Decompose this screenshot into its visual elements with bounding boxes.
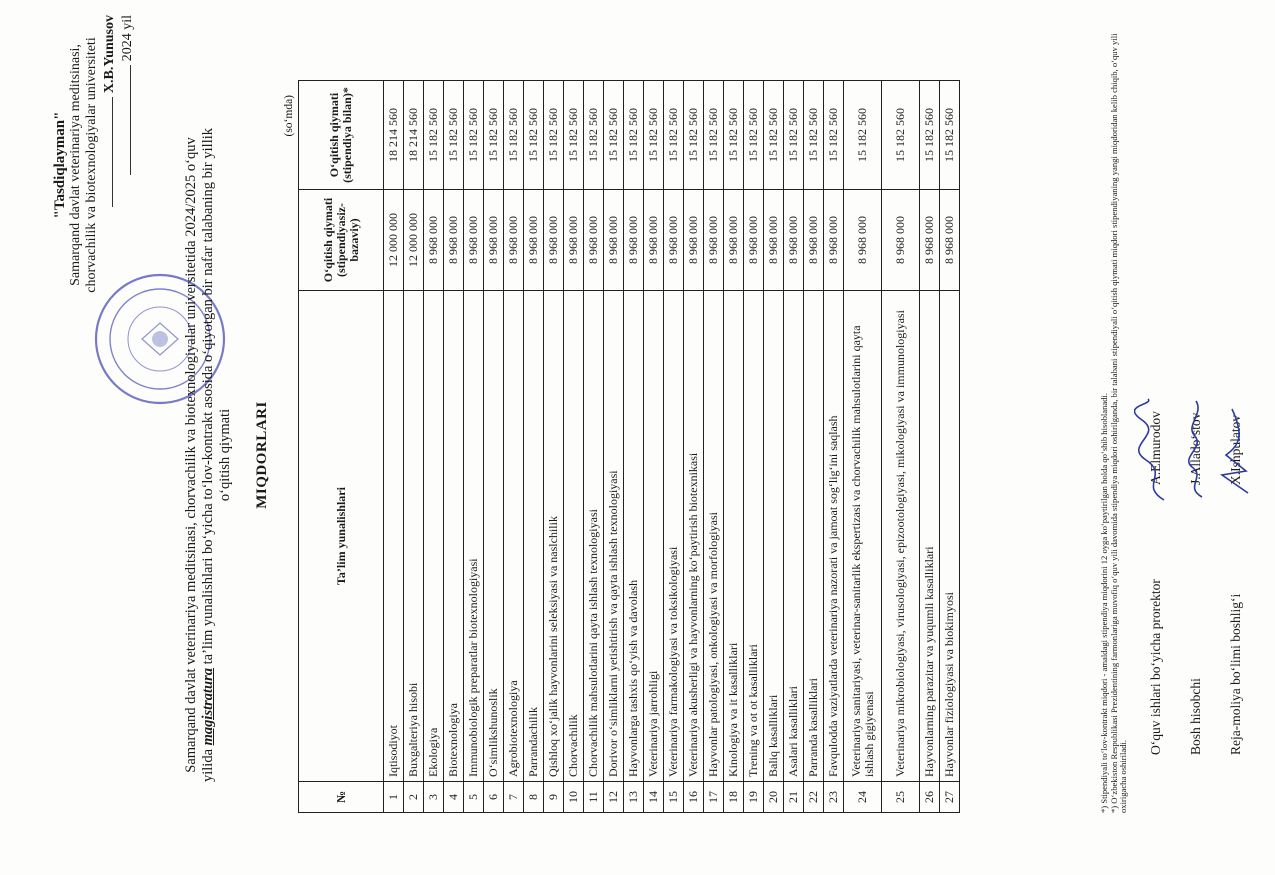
table-row xyxy=(604,81,624,813)
row-cost-no-stipend: 8 968 000 xyxy=(844,190,882,291)
document-heading xyxy=(183,125,234,785)
row-cost-with-stipend: 15 182 560 xyxy=(644,81,664,190)
row-number: 19 xyxy=(744,782,764,813)
approval-year: 2024 yil xyxy=(120,15,135,62)
heading-emphasis: magistratura xyxy=(200,667,216,746)
row-cost-no-stipend: 8 968 000 xyxy=(604,190,624,291)
handwritten-signature-icon xyxy=(1134,395,1172,505)
table-row xyxy=(524,81,544,813)
table-row xyxy=(624,81,644,813)
row-program-name: Veterinariya jarrohligi xyxy=(644,291,664,782)
table-row xyxy=(504,81,524,813)
row-program-name: Hayvonlar patologiyasi, onkologiyasi va morfologiyasi xyxy=(704,291,724,782)
table-row xyxy=(804,81,824,813)
row-number: 25 xyxy=(882,782,920,813)
signature-role: O‘quv ishlari bo‘yicha prorektor xyxy=(1148,579,1163,755)
row-number: 23 xyxy=(824,782,844,813)
row-number: 20 xyxy=(764,782,784,813)
row-number: 27 xyxy=(940,782,960,813)
row-cost-no-stipend: 8 968 000 xyxy=(624,190,644,291)
row-cost-with-stipend: 15 182 560 xyxy=(704,81,724,190)
table-row xyxy=(764,81,784,813)
row-number: 6 xyxy=(484,782,504,813)
row-program-name: Veterinariya farmakologiyasi va toksikologiyasi xyxy=(664,291,684,782)
row-cost-with-stipend: 15 182 560 xyxy=(940,81,960,190)
table-header-row xyxy=(299,81,384,813)
row-program-name: Ekologiya xyxy=(424,291,444,782)
row-program-name: Biotexnologiya xyxy=(444,291,464,782)
table-row xyxy=(664,81,684,813)
table-row xyxy=(424,81,444,813)
row-cost-no-stipend: 12 000 000 xyxy=(404,190,424,291)
row-cost-with-stipend: 18 214 560 xyxy=(384,81,404,190)
heading-part-1: Samarqand davlat veterinariya meditsinasi, chorvachilik va biotexnologiyalar universitetida 2024/2025 o‘quv yilida xyxy=(183,137,216,782)
row-cost-no-stipend: 8 968 000 xyxy=(464,190,484,291)
row-cost-no-stipend: 8 968 000 xyxy=(704,190,724,291)
table-row xyxy=(464,81,484,813)
row-number: 18 xyxy=(724,782,744,813)
row-cost-with-stipend: 15 182 560 xyxy=(724,81,744,190)
row-cost-no-stipend: 8 968 000 xyxy=(524,190,544,291)
table-row xyxy=(882,81,920,813)
header-number: № xyxy=(299,782,384,813)
row-program-name: Chorvachilik xyxy=(564,291,584,782)
row-cost-with-stipend: 15 182 560 xyxy=(584,81,604,190)
signature-name: J.Allado‘stov xyxy=(1188,412,1203,485)
page-title: MIQDORLARI xyxy=(254,401,270,509)
signature-name: A.Elmurodov xyxy=(1148,411,1163,485)
table-row xyxy=(644,81,664,813)
row-number: 10 xyxy=(564,782,584,813)
row-program-name: Veterinariya akusherligi va hayvonlarning ko‘paytirish biotexnikasi xyxy=(684,291,704,782)
row-program-name: Trening va ot ot kasalliklari xyxy=(744,291,764,782)
row-program-name: O‘simlikshunoslik xyxy=(484,291,504,782)
table-row xyxy=(744,81,764,813)
approval-line-1: Samarqand davlat veterinariya meditsinasi, xyxy=(68,44,83,286)
row-cost-with-stipend: 15 182 560 xyxy=(764,81,784,190)
row-cost-with-stipend: 15 182 560 xyxy=(844,81,882,190)
row-cost-with-stipend: 15 182 560 xyxy=(504,81,524,190)
row-cost-with-stipend: 15 182 560 xyxy=(604,81,624,190)
row-cost-no-stipend: 8 968 000 xyxy=(920,190,940,291)
row-cost-no-stipend: 8 968 000 xyxy=(824,190,844,291)
row-number: 4 xyxy=(444,782,464,813)
footnotes xyxy=(1100,33,1129,813)
row-cost-with-stipend: 15 182 560 xyxy=(524,81,544,190)
row-number: 3 xyxy=(424,782,444,813)
handwritten-signature-icon xyxy=(1176,395,1214,505)
row-number: 15 xyxy=(664,782,684,813)
row-program-name: Veterinariya mikrobiologiyasi, virusologiyasi, epizootologiyasi, mikologiyasi va immunologiyasi xyxy=(882,291,920,782)
header-cost-with-stipend: O‘qitish qiymati (stipendiya bilan)* xyxy=(299,81,384,190)
row-program-name: Baliq kasalliklari xyxy=(764,291,784,782)
row-cost-no-stipend: 8 968 000 xyxy=(544,190,564,291)
footnote-1: *) Stipendiyali to‘lov-kontrakt miqdori - amaldagi stipendiya miqdorini 12 oyga ko‘paytirilgan holda qo‘shib hisoblanadi. xyxy=(1099,392,1109,813)
row-program-name: Kinologiya va it kasalliklari xyxy=(724,291,744,782)
table-row xyxy=(844,81,882,813)
approval-signer: X.B.Yunusov xyxy=(102,15,117,94)
row-number: 17 xyxy=(704,782,724,813)
row-cost-no-stipend: 8 968 000 xyxy=(784,190,804,291)
signature-name: X.Ishpulatov xyxy=(1228,414,1243,485)
row-cost-with-stipend: 15 182 560 xyxy=(624,81,644,190)
cost-table xyxy=(298,80,960,813)
row-cost-with-stipend: 15 182 560 xyxy=(824,81,844,190)
header-cost-no-stipend: O‘qitish qiymati (stipendiyasiz-bazaviy) xyxy=(299,190,384,291)
row-program-name: Qishloq xo‘jalik hayvonlarini seleksiyasi va naslchilik xyxy=(544,291,564,782)
row-cost-no-stipend: 8 968 000 xyxy=(882,190,920,291)
row-cost-with-stipend: 15 182 560 xyxy=(484,81,504,190)
row-number: 8 xyxy=(524,782,544,813)
row-cost-no-stipend: 8 968 000 xyxy=(584,190,604,291)
row-number: 22 xyxy=(804,782,824,813)
row-program-name: Hayvonlarning parazitar va yuqumli kasalliklari xyxy=(920,291,940,782)
heading-part-2: ta’lim yunalishlari bo‘yicha to‘lov-kontrakt asosida o‘qiyotgan bir nafar talabaning bir yillik o‘qitish qiymati xyxy=(200,128,233,665)
table-row xyxy=(824,81,844,813)
row-program-name: Buxgalteriya hisobi xyxy=(404,291,424,782)
table-row xyxy=(484,81,504,813)
table-row xyxy=(684,81,704,813)
row-program-name: Hayvonlar fiziologiyasi va biokimyosi xyxy=(940,291,960,782)
row-number: 26 xyxy=(920,782,940,813)
table-row xyxy=(920,81,940,813)
row-cost-no-stipend: 8 968 000 xyxy=(744,190,764,291)
row-program-name: Immunobiologik preparatlar biotexnologiyasi xyxy=(464,291,484,782)
row-cost-with-stipend: 15 182 560 xyxy=(564,81,584,190)
table-row xyxy=(564,81,584,813)
table-row xyxy=(940,81,960,813)
approval-line-2: chorvachilik va biotexnologiyalar universiteti xyxy=(84,37,99,293)
row-program-name: Parranda kasalliklari xyxy=(804,291,824,782)
row-cost-no-stipend: 8 968 000 xyxy=(804,190,824,291)
table-row xyxy=(544,81,564,813)
row-cost-no-stipend: 8 968 000 xyxy=(644,190,664,291)
handwritten-signature-icon xyxy=(1216,395,1254,505)
header-name: Ta’lim yunalishlari xyxy=(299,291,384,782)
row-cost-with-stipend: 15 182 560 xyxy=(464,81,484,190)
row-number: 2 xyxy=(404,782,424,813)
row-cost-no-stipend: 8 968 000 xyxy=(940,190,960,291)
row-program-name: Asalari kasalliklari xyxy=(784,291,804,782)
table-row xyxy=(784,81,804,813)
row-number: 1 xyxy=(384,782,404,813)
row-program-name: Veterinariya sanitariyasi, veterinar-sanitarlik ekspertizasi va chorvachilik mahsulotlarini qayta ishlash gigiyenasi xyxy=(844,291,882,782)
row-cost-no-stipend: 8 968 000 xyxy=(664,190,684,291)
table-row xyxy=(704,81,724,813)
unit-note: (so‘mda) xyxy=(283,95,295,137)
footnote-2: *) O‘zbekiston Respublikasi Prezidentining farmonlariga muvofiq o‘quv yili davomida stipendiya miqdori oshirilganda, bir talabani stipendiyali o‘qitish qiymati miqdori stipendiyaning yangi miqdoridan kelib chiqib, o‘quv yili oxirigacha oshiriladi. xyxy=(1108,33,1128,813)
table-row xyxy=(404,81,424,813)
row-number: 16 xyxy=(684,782,704,813)
row-cost-no-stipend: 8 968 000 xyxy=(724,190,744,291)
row-cost-with-stipend: 15 182 560 xyxy=(882,81,920,190)
row-cost-with-stipend: 15 182 560 xyxy=(784,81,804,190)
row-cost-no-stipend: 8 968 000 xyxy=(764,190,784,291)
approval-title: "Tasdiqlayman" xyxy=(52,111,68,219)
table-row xyxy=(724,81,744,813)
row-cost-with-stipend: 15 182 560 xyxy=(744,81,764,190)
row-cost-no-stipend: 8 968 000 xyxy=(564,190,584,291)
row-cost-with-stipend: 18 214 560 xyxy=(404,81,424,190)
row-number: 9 xyxy=(544,782,564,813)
row-number: 5 xyxy=(464,782,484,813)
row-cost-with-stipend: 15 182 560 xyxy=(544,81,564,190)
signature-role: Bosh hisobchi xyxy=(1188,678,1203,755)
row-cost-with-stipend: 15 182 560 xyxy=(664,81,684,190)
row-number: 21 xyxy=(784,782,804,813)
table-body xyxy=(384,81,960,813)
row-number: 12 xyxy=(604,782,624,813)
row-program-name: Favqulodda vaziyatlarda veterinariya nazorati va jamoat sog‘lig‘ini saqlash xyxy=(824,291,844,782)
row-program-name: Dorivor o‘simliklarni yetishtirish va qayta ishlash texnologiyasi xyxy=(604,291,624,782)
row-cost-with-stipend: 15 182 560 xyxy=(424,81,444,190)
row-cost-no-stipend: 12 000 000 xyxy=(384,190,404,291)
approval-block xyxy=(52,15,136,315)
row-cost-with-stipend: 15 182 560 xyxy=(920,81,940,190)
row-cost-no-stipend: 8 968 000 xyxy=(484,190,504,291)
table-row xyxy=(584,81,604,813)
row-number: 13 xyxy=(624,782,644,813)
row-cost-no-stipend: 8 968 000 xyxy=(504,190,524,291)
row-number: 24 xyxy=(844,782,882,813)
row-number: 11 xyxy=(584,782,604,813)
row-program-name: Iqtisodiyot xyxy=(384,291,404,782)
row-cost-with-stipend: 15 182 560 xyxy=(804,81,824,190)
table-row xyxy=(384,81,404,813)
signature-role: Reja-moliya bo‘limi boshlig‘i xyxy=(1228,593,1243,755)
row-cost-with-stipend: 15 182 560 xyxy=(444,81,464,190)
row-cost-no-stipend: 8 968 000 xyxy=(424,190,444,291)
row-cost-no-stipend: 8 968 000 xyxy=(684,190,704,291)
row-program-name: Agrobiotexnologiya xyxy=(504,291,524,782)
table-row xyxy=(444,81,464,813)
row-program-name: Hayvonlarga tashxis qo‘yish va davolash xyxy=(624,291,644,782)
row-program-name: Parrandachilik xyxy=(524,291,544,782)
row-program-name: Chorvachilik mahsulotlarini qayta ishlash texnologiyasi xyxy=(584,291,604,782)
row-cost-no-stipend: 8 968 000 xyxy=(444,190,464,291)
row-number: 7 xyxy=(504,782,524,813)
row-cost-with-stipend: 15 182 560 xyxy=(684,81,704,190)
row-number: 14 xyxy=(644,782,664,813)
